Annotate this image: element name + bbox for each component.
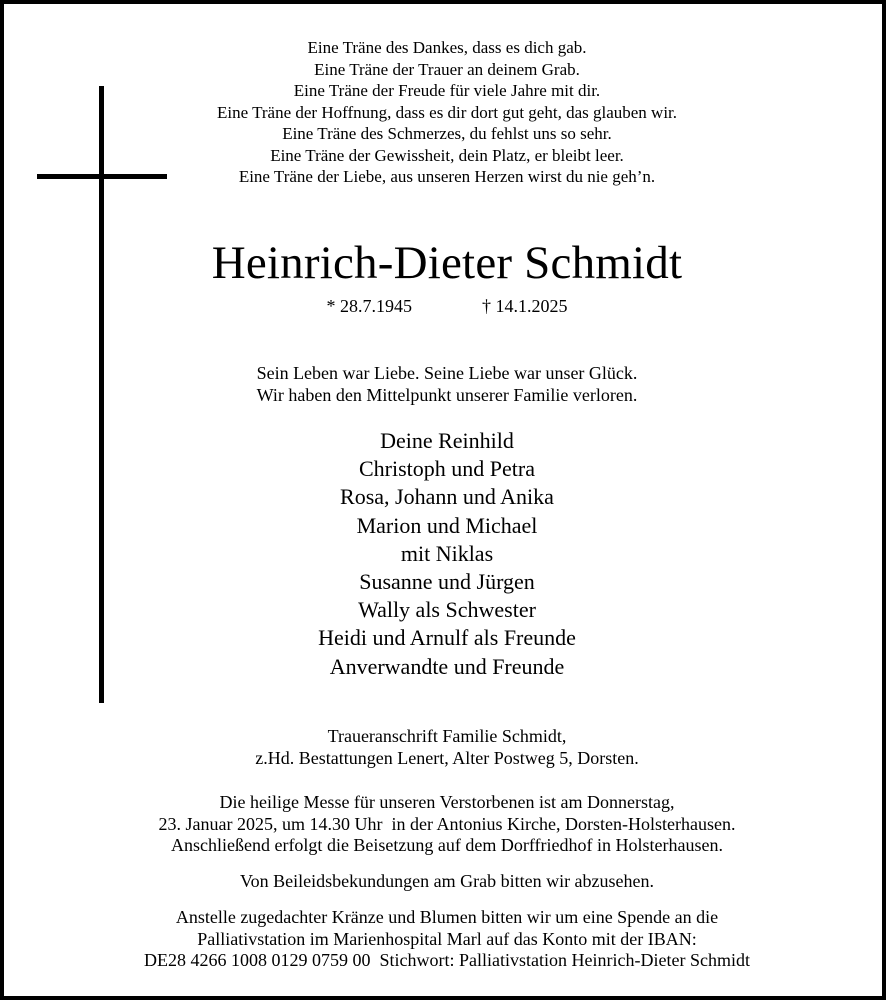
mourner: Christoph und Petra: [359, 456, 535, 482]
poem-line: Eine Träne des Dankes, dass es dich gab.: [307, 38, 587, 57]
quote-line: Sein Leben war Liebe. Seine Liebe war unser Glück.: [256, 363, 638, 383]
poem: [4, 37, 886, 188]
service-line: 23. Januar 2025, um 14.30 Uhr in der Antonius Kirche, Dorsten-Holsterhausen.: [158, 813, 736, 834]
address-line: z.Hd. Bestattungen Lenert, Alter Postweg 5, Dorsten.: [255, 748, 639, 768]
mourner: Deine Reinhild: [380, 428, 514, 453]
donation-line: Anstelle zugedachter Kränze und Blumen bitten wir um eine Spende an die: [175, 907, 719, 927]
service-line: Die heilige Messe für unseren Verstorbenen ist am Donnerstag,: [219, 792, 675, 812]
poem-line: Eine Träne der Freude für viele Jahre mit dir.: [293, 81, 601, 100]
memorial-quote: [4, 362, 886, 406]
poem-line: Eine Träne der Trauer an deinem Grab.: [314, 59, 580, 79]
mourner: mit Niklas: [400, 540, 494, 566]
mourner: Wally als Schwester: [358, 597, 536, 623]
mourning-address: [4, 725, 886, 769]
donation-line: Palliativstation im Marienhospital Marl auf das Konto mit der IBAN:: [197, 928, 697, 949]
mourner: Susanne und Jürgen: [359, 569, 535, 595]
death-date: † 14.1.2025: [482, 296, 568, 316]
life-dates: [4, 294, 886, 318]
mourner: Rosa, Johann und Anika: [340, 484, 554, 510]
service-line: Anschließend erfolgt die Beisetzung auf dem Dorffriedhof in Holsterhausen.: [170, 835, 723, 856]
condolence-note: Von Beileidsbekundungen am Grab bitten wir abzusehen.: [239, 871, 655, 891]
funeral-service-info: [4, 792, 886, 857]
donation-request: [4, 907, 886, 972]
address-line: Traueranschrift Familie Schmidt,: [327, 726, 567, 746]
mourner: Marion und Michael: [356, 512, 538, 538]
poem-line: Eine Träne der Liebe, aus unseren Herzen wirst du nie geh’n.: [238, 167, 656, 186]
poem-line: Eine Träne der Hoffnung, dass es dir dort gut geht, das glauben wir.: [216, 102, 678, 122]
mourner: Heidi und Arnulf als Freunde: [318, 625, 576, 651]
donation-line: DE28 4266 1008 0129 0759 00 Stichwort: Palliativstation Heinrich-Dieter Schmidt: [144, 950, 750, 971]
quote-line: Wir haben den Mittelpunkt unserer Familie verloren.: [256, 385, 638, 405]
birth-date: * 28.7.1945: [326, 296, 412, 316]
poem-line: Eine Träne der Gewissheit, dein Platz, er bleibt leer.: [270, 145, 624, 165]
mourners-list: [4, 427, 886, 681]
mourner: Anverwandte und Freunde: [329, 653, 565, 679]
poem-line: Eine Träne des Schmerzes, du fehlst uns so sehr.: [282, 124, 612, 143]
deceased-name: Heinrich-Dieter Schmidt: [211, 237, 683, 289]
